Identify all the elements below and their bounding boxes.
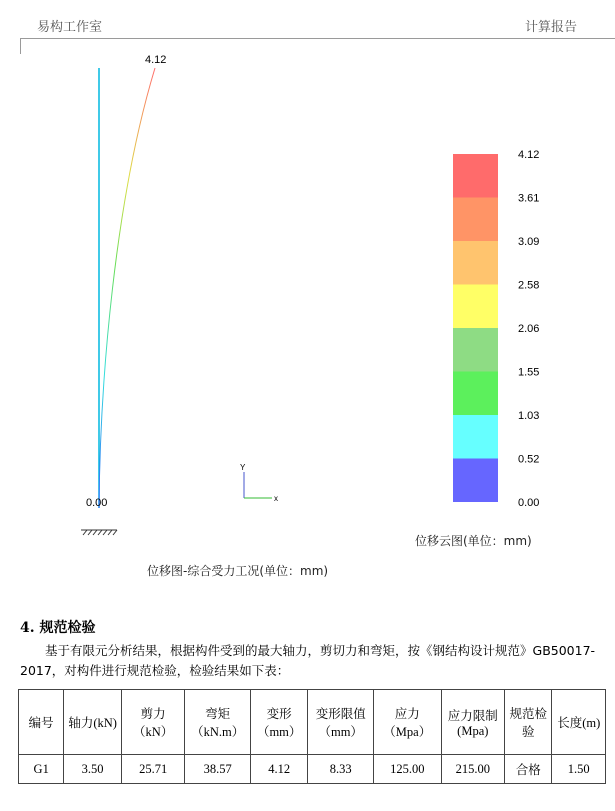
color-legend-band [453,372,498,416]
table-cell: 125.00 [373,755,441,784]
axis-y-label: Y [240,463,246,472]
header-cell: 编号 [19,690,64,755]
table-cell: 25.71 [121,755,185,784]
header-cell: 弯矩（kN.m） [185,690,251,755]
header-cell: 轴力(kN) [64,690,121,755]
axis-x-label: x [274,494,278,503]
header-cell: 剪力（kN） [121,690,185,755]
header-cell: 应力（Mpa） [373,690,441,755]
color-legend-ticks [518,149,539,509]
color-legend-tick-label: 1.03 [518,410,540,422]
table-cell: 215.00 [441,755,505,784]
fixed-support-icon [81,530,117,535]
header-left: 易构工作室 [37,20,103,35]
header-cell: 变形（mm） [250,690,307,755]
header-cell: 规范检验 [505,690,552,755]
deformed-column [99,68,155,508]
color-legend-tick-label: 4.12 [518,149,540,161]
table-cell: 合格 [505,755,552,784]
colorbar-caption: 位移云图(单位：mm) [415,534,532,548]
color-legend-tick-label: 3.61 [518,192,540,205]
color-legend-band [453,241,498,285]
color-legend-band [453,285,498,329]
body-paragraph: 基于有限元分析结果，根据构件受到的最大轴力，剪切力和弯矩，按《钢结构设计规范》GB50017-2017，对构件进行规范检验，检验结果如下表： [20,643,596,678]
color-legend-tick-label: 2.58 [518,279,540,292]
color-legend-band [453,154,498,198]
figure-caption: 位移图-综合受力工况(单位：mm) [147,564,329,578]
header-right: 计算报告 [524,20,577,35]
table-cell: 1.50 [552,755,606,784]
header-cell: 变形限值（mm） [308,690,374,755]
table-row [19,755,606,784]
color-legend-tick-label: 2.06 [518,323,540,335]
table-cell: 38.57 [185,755,251,784]
section-title: 4. 规范检验 [20,620,96,636]
base-displacement-label: 0.00 [86,497,108,509]
color-legend [453,154,498,502]
table-header-row [19,690,606,755]
color-legend-band [453,198,498,242]
color-legend-tick-label: 1.55 [518,366,540,379]
top-displacement-label: 4.12 [145,54,167,66]
check-results-table [18,689,606,784]
table-cell: 4.12 [250,755,307,784]
color-legend-band [453,415,498,459]
color-legend-tick-label: 0.52 [518,453,540,466]
table-cell: 8.33 [308,755,374,784]
axis-triad-icon [244,472,272,498]
color-legend-tick-label: 0.00 [518,497,540,509]
table-cell: 3.50 [64,755,121,784]
color-legend-tick-label: 3.09 [518,236,540,248]
header-cell: 应力限制(Mpa) [441,690,505,755]
color-legend-band [453,459,498,503]
header-cell: 长度(m) [552,690,606,755]
table-cell: G1 [19,755,64,784]
color-legend-band [453,328,498,372]
